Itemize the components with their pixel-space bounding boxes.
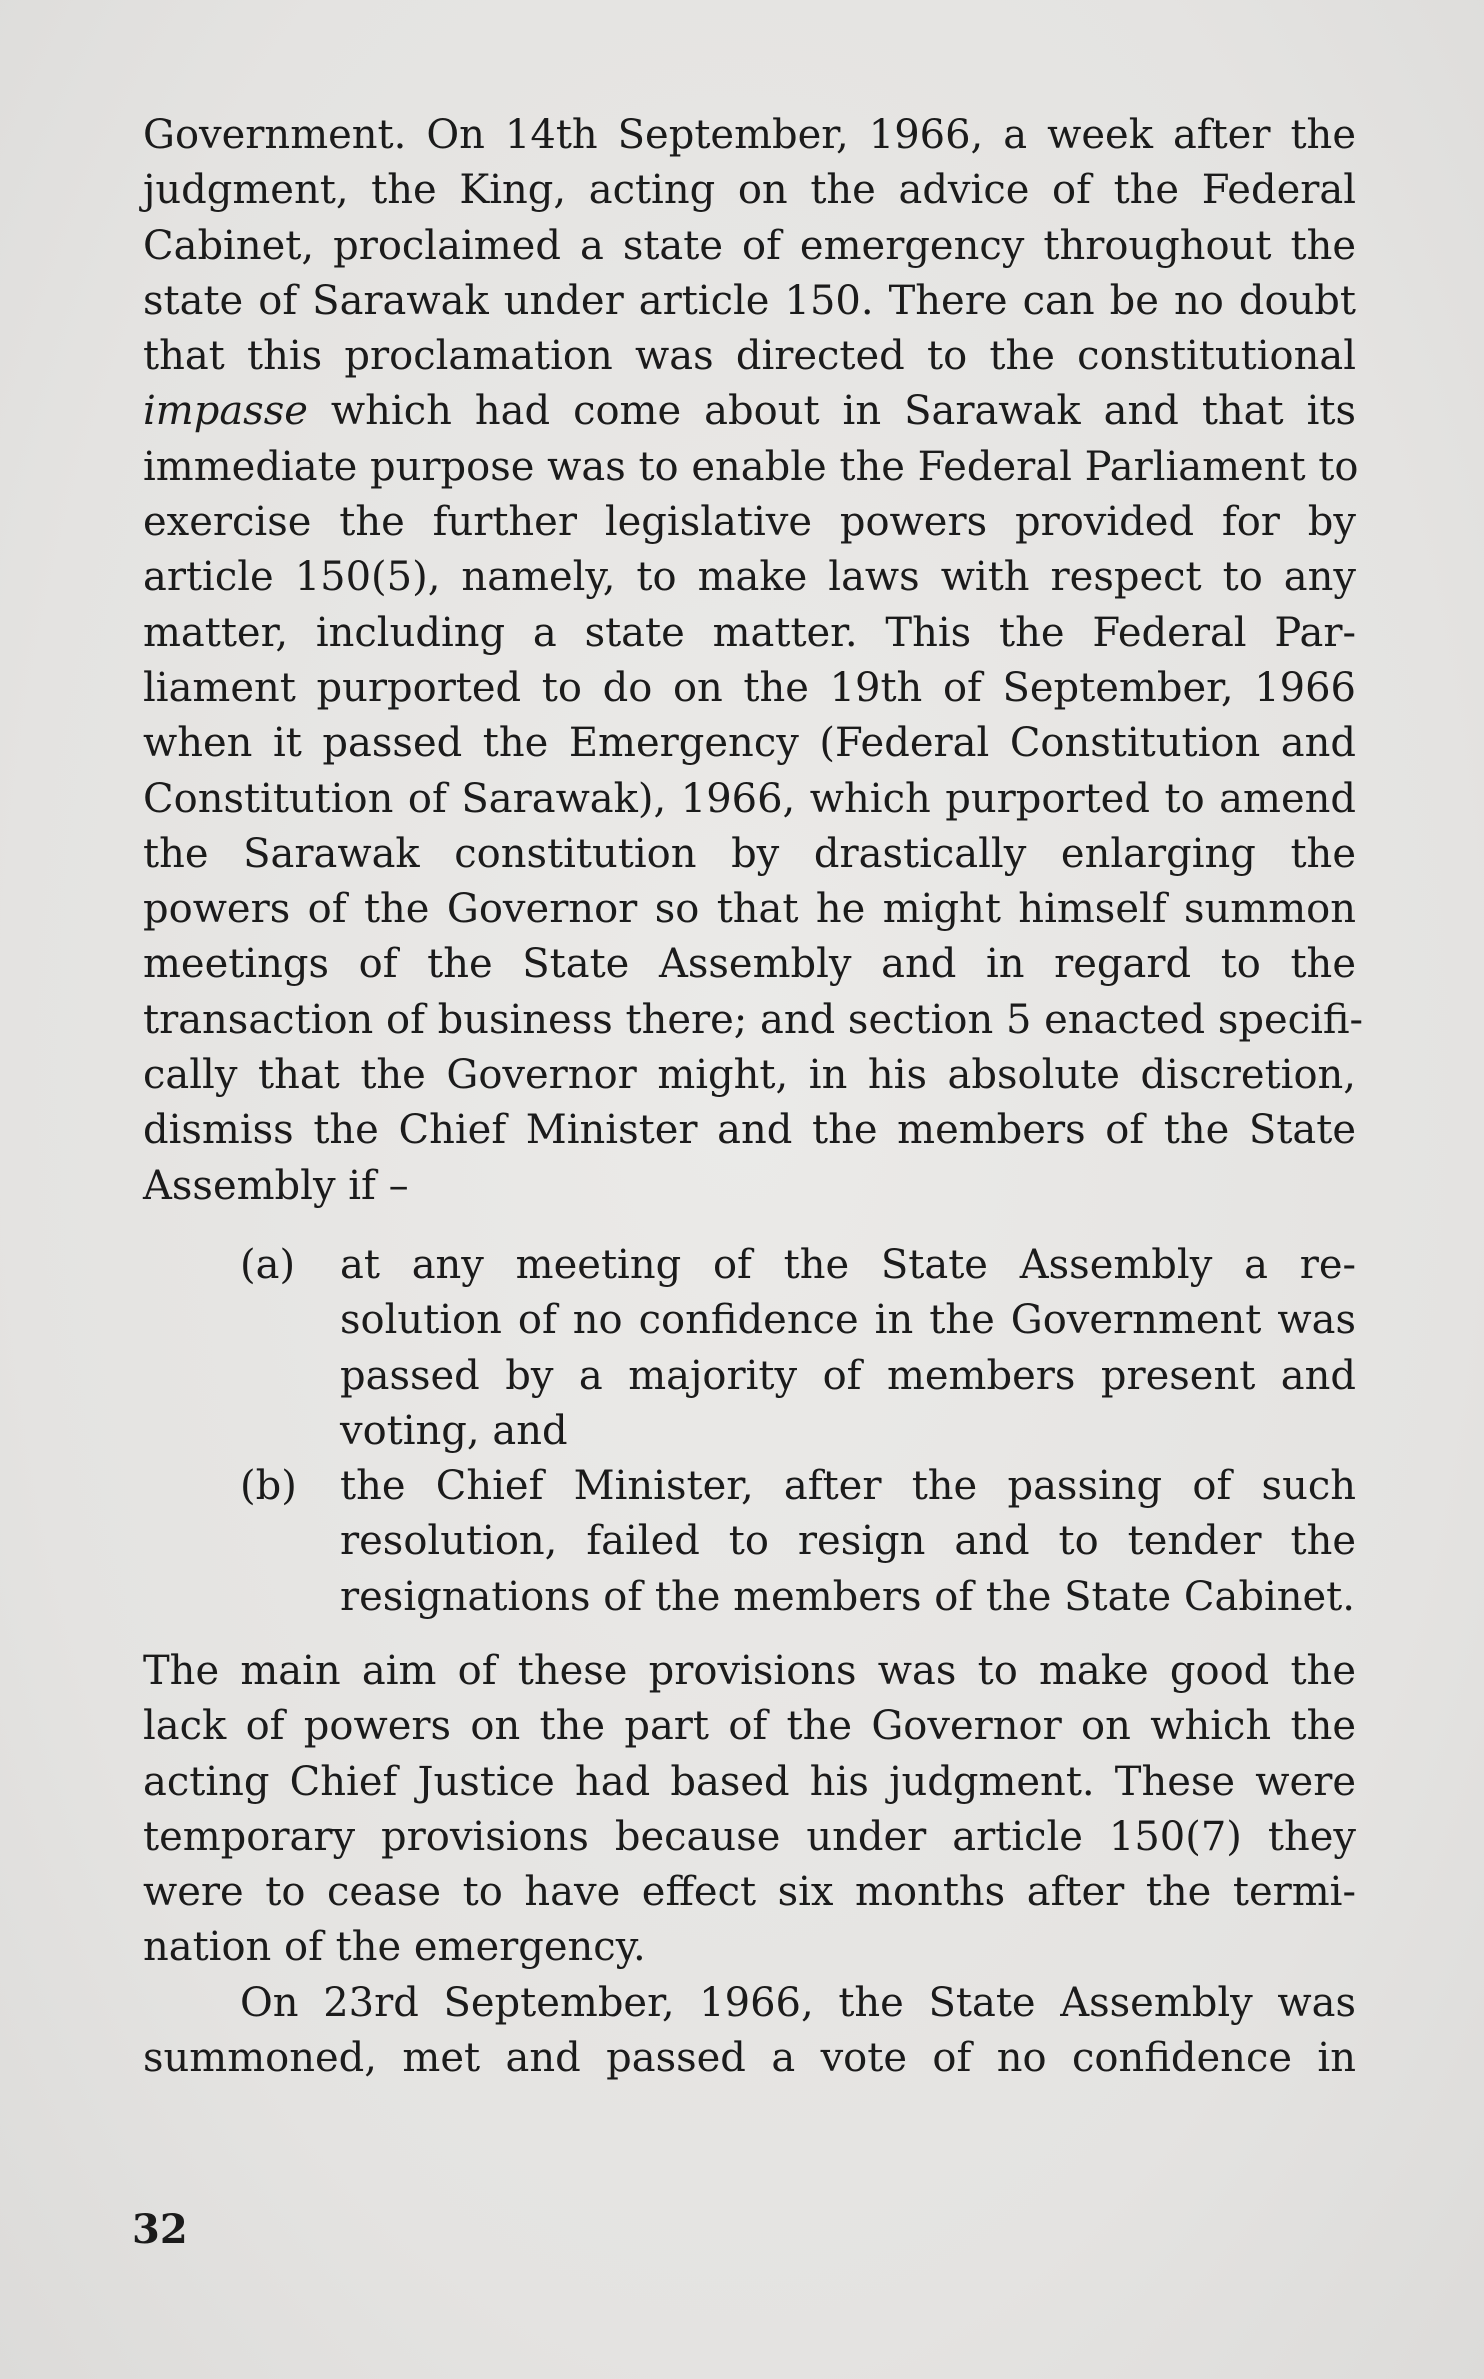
text-line: acting Chief Justice had based his judgment. These were xyxy=(143,1758,1356,1805)
text-line: exercise the further legislative powers provided for by xyxy=(143,499,1356,546)
text-line: were to cease to have effect six months after the termi- xyxy=(143,1869,1356,1916)
list-marker: (a) xyxy=(240,1242,296,1288)
text-line: Assembly if – xyxy=(143,1162,409,1209)
text-line: matter, including a state matter. This the Federal Par- xyxy=(143,609,1356,656)
text-line: when it passed the Emergency (Federal Constitution and xyxy=(143,720,1356,767)
text-line: cally that the Governor might, in his absolute discretion, xyxy=(143,1052,1356,1099)
text-line: Cabinet, proclaimed a state of emergency throughout the xyxy=(143,222,1356,269)
list-marker: (b) xyxy=(240,1463,297,1510)
text-line-impasse xyxy=(143,384,1356,439)
text-line: dismiss the Chief Minister and the members of the State xyxy=(143,1107,1356,1154)
text-line: the Sarawak constitution by drastically enlarging the xyxy=(143,830,1356,877)
text-line: Government. On 14th September, 1966, a week after the xyxy=(143,112,1356,158)
text-line: resignations of the members of the State Cabinet. xyxy=(340,1573,1355,1620)
text-line: summoned, met and passed a vote of no confidence in xyxy=(143,2035,1356,2082)
page-number: 32 xyxy=(132,2206,188,2253)
text-line: state of Sarawak under article 150. There can be no doubt xyxy=(143,277,1356,324)
text-line: voting, and xyxy=(340,1407,568,1454)
italic-term-impasse: impasse xyxy=(143,388,308,435)
list-item-body xyxy=(340,1238,1356,1459)
text-line: judgment, the King, acting on the advice of the Federal xyxy=(143,167,1356,214)
text-fragment: which had come about in Sarawak and that its xyxy=(330,388,1356,435)
paragraph-government xyxy=(143,108,1364,1214)
list-item-body xyxy=(340,1459,1356,1625)
text-line: resolution, failed to resign and to tender the xyxy=(340,1518,1356,1565)
text-line: at any meeting of the State Assembly a re- xyxy=(340,1242,1356,1288)
list-item-a xyxy=(143,1238,1356,1459)
text-line: meetings of the State Assembly and in regard to the xyxy=(143,941,1356,988)
text-line: The main aim of these provisions was to make good the xyxy=(143,1648,1356,1694)
paragraph-main-aim xyxy=(143,1644,1356,2086)
conditions-list xyxy=(143,1238,1356,1625)
text-line: temporary provisions because under article 150(7) they xyxy=(143,1813,1356,1860)
list-item-b xyxy=(143,1459,1356,1625)
text-line: article 150(5), namely, to make laws with respect to any xyxy=(143,554,1356,601)
text-line: that this proclamation was directed to the constitutional xyxy=(143,333,1356,380)
text-line: immediate purpose was to enable the Federal Parliament to xyxy=(143,443,1359,490)
text-line: On 23rd September, 1966, the State Assembly was xyxy=(240,1979,1356,2026)
text-line: lack of powers on the part of the Governor on which the xyxy=(143,1703,1356,1750)
text-line: Constitution of Sarawak), 1966, which purported to amend xyxy=(143,775,1356,822)
text-line: solution of no confidence in the Government was xyxy=(340,1297,1356,1344)
text-line: liament purported to do on the 19th of September, 1966 xyxy=(143,664,1356,711)
text-line: powers of the Governor so that he might himself summon xyxy=(143,886,1356,933)
text-line: transaction of business there; and section 5 enacted specifi- xyxy=(143,996,1364,1043)
text-line: the Chief Minister, after the passing of such xyxy=(340,1463,1356,1510)
text-line: nation of the emergency. xyxy=(143,1924,646,1971)
text-line: passed by a majority of members present and xyxy=(340,1352,1356,1399)
